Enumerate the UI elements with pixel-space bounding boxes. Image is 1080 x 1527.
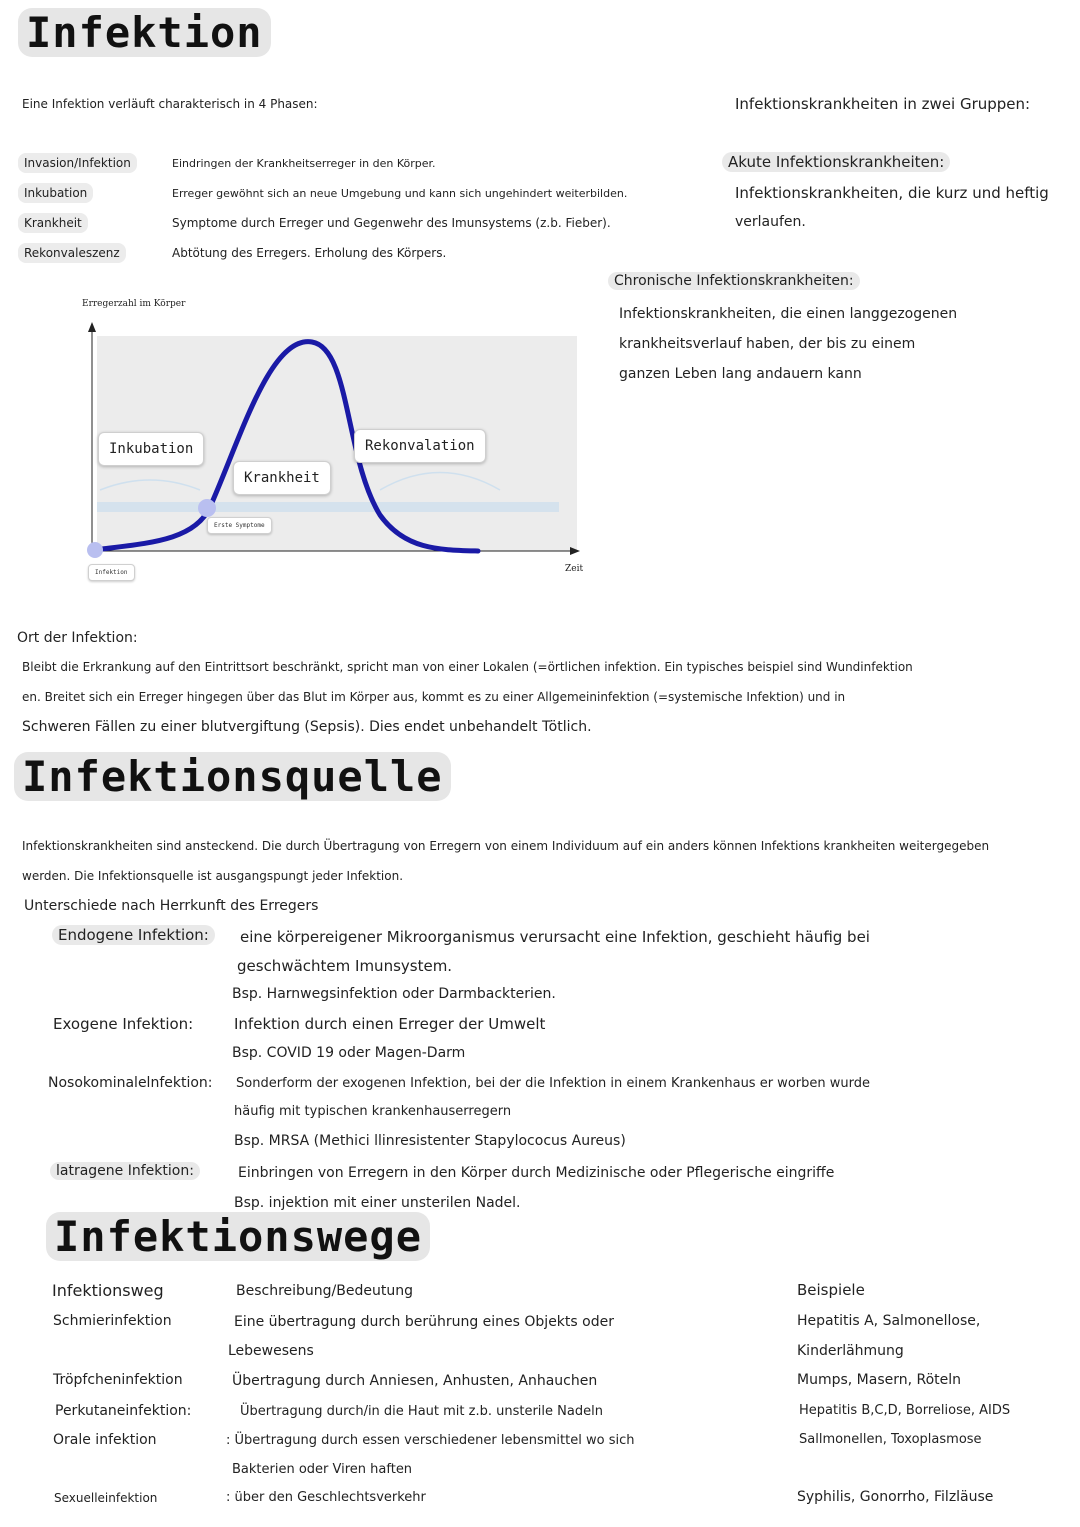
chart-label-rekonvalation: Rekonvalation (354, 429, 486, 463)
desc-sexuell: : über den Geschlechtsverkehr (226, 1490, 426, 1505)
ex-perkutan: Hepatitis B,C,D, Borreliose, AIDS (799, 1403, 1011, 1418)
acute-title: Akute Infektionskrankheiten: (722, 153, 950, 171)
endogen-line-1: eine körpereigener Mikroorganismus verursacht eine Infektion, geschieht häufig bei (240, 928, 870, 946)
page-title: Infektion (18, 8, 271, 57)
phase-desc-krankheit: Symptome durch Erreger und Gegenwehr des Imunsystems (z.b. Fieber). (172, 216, 611, 230)
phase-desc-invasion: Eindringen der Krankheitserreger in den Körper. (172, 157, 436, 170)
ort-line-2: en. Breitet sich ein Erreger hingegen über das Blut im Körper aus, kommt es zu einer Allgemeininfektion (=systemische Infektion) und in (22, 690, 846, 704)
nosokomial-term: Nosokominalelnfektion: (48, 1075, 213, 1091)
desc-schmier-1: Eine übertragung durch berührung eines Objekts oder (234, 1314, 614, 1330)
exogen-term: Exogene Infektion: (53, 1015, 194, 1033)
acute-line-2: verlaufen. (735, 214, 806, 230)
desc-troepfchen: Übertragung durch Anniesen, Anhusten, Anhauchen (232, 1373, 598, 1389)
phase-chip-invasion: Invasion/Infektion (18, 153, 137, 173)
exogen-line-1: Infektion durch einen Erreger der Umwelt (234, 1015, 546, 1033)
endogen-line-2: geschwächtem Imunsystem. (237, 957, 453, 975)
ort-line-3: Schweren Fällen zu einer blutvergiftung (Sepsis). Dies endet unbehandelt Tötlich. (22, 719, 592, 735)
ort-heading: Ort der Infektion: (17, 630, 138, 646)
chart-label-erste-symptome: Erste Symptome (207, 517, 272, 534)
section-title-infektionswege: Infektionswege (46, 1212, 430, 1261)
phase-chip-rekonvaleszenz: Rekonvaleszenz (18, 243, 126, 263)
way-schmier: Schmierinfektion (53, 1313, 172, 1329)
ex-schmier-2: Kinderlähmung (797, 1343, 904, 1359)
section-title-infektionsquelle: Infektionsquelle (14, 752, 451, 801)
ex-sexuell: Syphilis, Gonorrho, Filzläuse (797, 1489, 994, 1505)
iatrogen-line-2: Bsp. injektion mit einer unsterilen Nadel. (234, 1195, 521, 1211)
chronic-title: Chronische Infektionskrankheiten: (608, 273, 860, 289)
way-troepfchen: Tröpfcheninfektion (53, 1372, 183, 1388)
exogen-line-2: Bsp. COVID 19 oder Magen-Darm (232, 1045, 466, 1061)
chart-y-arrow (88, 322, 96, 332)
chronic-line-3: ganzen Leben lang andauern kann (619, 366, 862, 382)
desc-schmier-2: Lebewesens (228, 1343, 314, 1359)
desc-oral-2: Bakterien oder Viren haften (232, 1462, 413, 1477)
chart-xlabel: Zeit (565, 564, 584, 574)
way-oral: Orale infektion (53, 1432, 157, 1448)
chronic-line-1: Infektionskrankheiten, die einen langgezogenen (619, 306, 958, 322)
desc-perkutan: Übertragung durch/in die Haut mit z.b. unsterile Nadeln (240, 1404, 603, 1419)
chart-label-inkubation: Inkubation (98, 432, 204, 466)
phase-chip-inkubation: Inkubation (18, 183, 93, 203)
table-header-examples: Beispiele (797, 1281, 865, 1299)
nosokomial-line-1: Sonderform der exogenen Infektion, bei der die Infektion in einem Krankenhaus er worben wurde (236, 1076, 870, 1091)
infection-course-chart (0, 0, 1080, 620)
acute-line-1: Infektionskrankheiten, die kurz und heftig (735, 184, 1049, 202)
phase-desc-rekonvaleszenz: Abtötung des Erregers. Erholung des Körpers. (172, 246, 447, 260)
chart-point-infektion (87, 542, 103, 558)
quelle-intro-2: werden. Die Infektionsquelle ist ausgangspungt jeder Infektion. (22, 869, 404, 883)
desc-oral-1: : Übertragung durch essen verschiedener lebensmittel wo sich (226, 1433, 635, 1448)
way-sexuell: Sexuelleinfektion (54, 1491, 158, 1505)
quelle-subheading: Unterschiede nach Herrkunft des Erregers (24, 898, 319, 914)
endogen-line-3: Bsp. Harnwegsinfektion oder Darmbackterien. (232, 986, 556, 1002)
nosokomial-line-2: häufig mit typischen krankenhauserregern (234, 1104, 512, 1119)
quelle-intro-1: Infektionskrankheiten sind ansteckend. Die durch Übertragung von Erregern von einem Individuum auf ein anders können Infektions krankheiten weitergegeben (22, 839, 990, 853)
chart-ylabel: Erregerzahl im Körper (82, 299, 186, 309)
nosokomial-line-3: Bsp. MRSA (Methici llinresistenter Stapylococus Aureus) (234, 1133, 626, 1149)
table-header-desc: Beschreibung/Bedeutung (236, 1283, 413, 1299)
intro-text: Eine Infektion verläuft charakterisch in 4 Phasen: (22, 97, 318, 111)
ex-oral: Sallmonellen, Toxoplasmose (799, 1432, 982, 1447)
iatrogen-term: latragene Infektion: (50, 1163, 200, 1179)
chart-point-erste-symptome (198, 499, 216, 517)
phase-desc-inkubation: Erreger gewöhnt sich an neue Umgebung und kann sich ungehindert weiterbilden. (172, 187, 628, 200)
phase-chip-krankheit: Krankheit (18, 213, 88, 233)
ex-schmier-1: Hepatitis A, Salmonellose, (797, 1313, 981, 1329)
iatrogen-line-1: Einbringen von Erregern in den Körper durch Medizinische oder Pflegerische eingriffe (238, 1165, 835, 1181)
groups-heading: Infektionskrankheiten in zwei Gruppen: (735, 95, 1031, 113)
endogen-term: Endogene Infektion: (52, 926, 215, 944)
ort-line-1: Bleibt die Erkrankung auf den Eintrittsort beschränkt, spricht man von einer Lokalen (=örtlichen infektion. Ein typisches beispiel sind Wundinfektion (22, 660, 913, 674)
chart-label-infektion: Infektion (88, 564, 135, 581)
chart-threshold-band (97, 502, 559, 512)
chronic-line-2: krankheitsverlauf haben, der bis zu einem (619, 336, 916, 352)
chart-label-krankheit: Krankheit (233, 461, 331, 495)
ex-troepfchen: Mumps, Masern, Röteln (797, 1372, 962, 1388)
table-header-way: Infektionsweg (52, 1281, 164, 1300)
way-perkutan: Perkutaneinfektion: (55, 1403, 192, 1419)
